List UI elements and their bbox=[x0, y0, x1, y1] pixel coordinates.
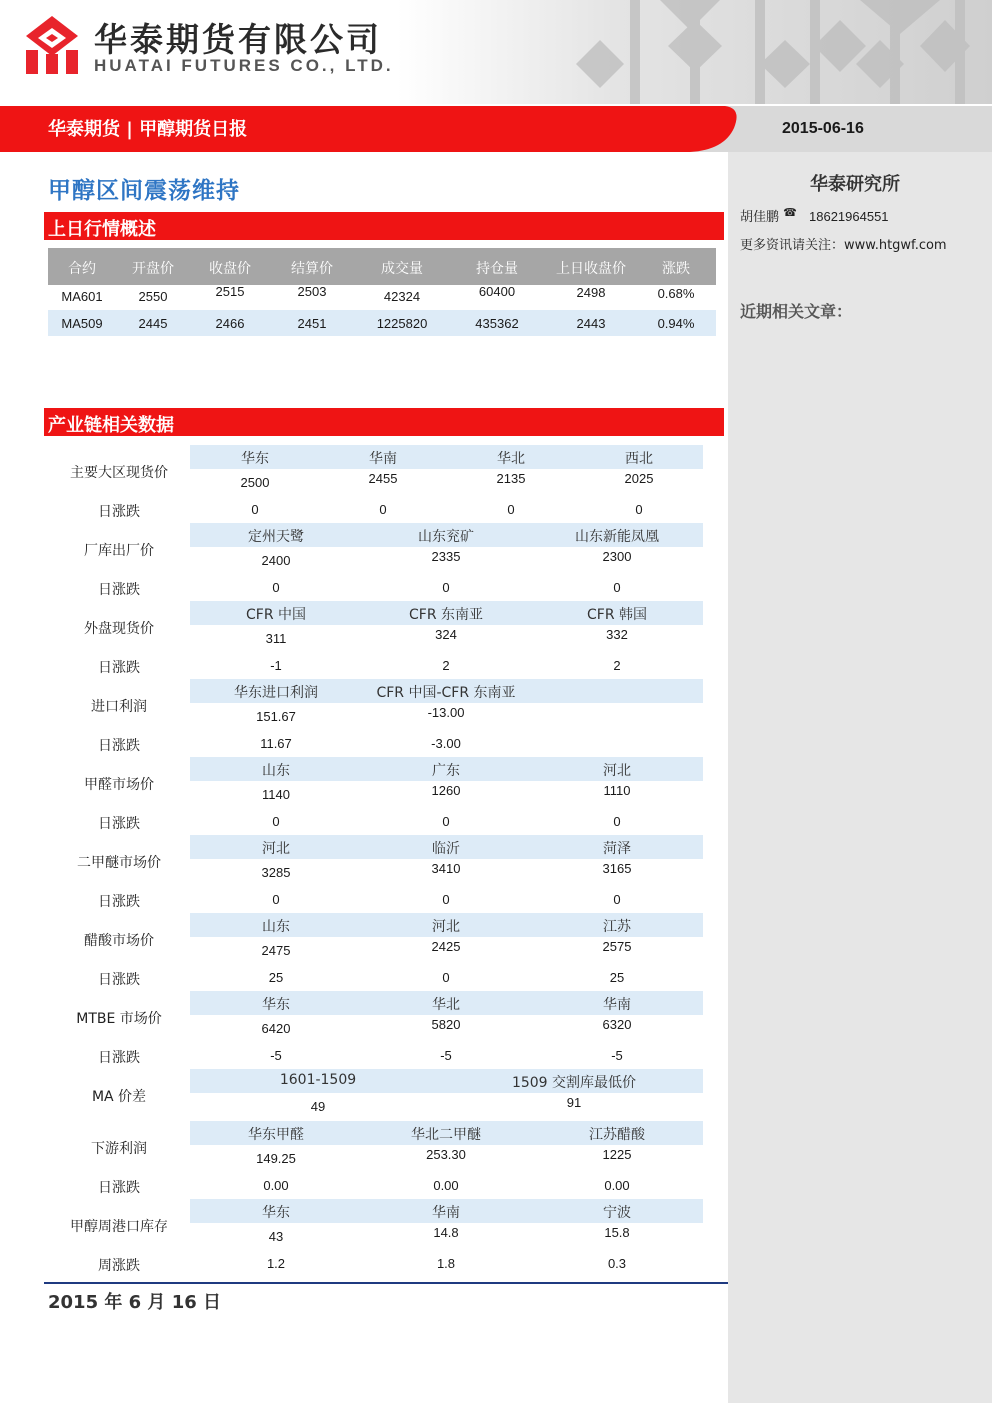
market-col-header: 结算价 bbox=[291, 261, 333, 277]
chain-value: 2300 bbox=[602, 549, 632, 564]
chain-row-label: MTBE 市场价 bbox=[76, 1011, 162, 1027]
chain-row-label: 厂库出厂价 bbox=[84, 543, 154, 559]
chain-row-label: 甲醇周港口库存 bbox=[70, 1219, 168, 1235]
chain-col-header: 河北 bbox=[262, 841, 290, 857]
market-cell: 0.94% bbox=[657, 316, 695, 331]
chain-change-label: 日涨跌 bbox=[98, 972, 140, 988]
chain-change-value: 0 bbox=[507, 502, 515, 517]
chain-value: 2575 bbox=[602, 939, 632, 954]
chain-col-header: 西北 bbox=[625, 451, 653, 467]
chain-value: 49 bbox=[310, 1099, 326, 1114]
chain-change-label: 日涨跌 bbox=[98, 1180, 140, 1196]
chain-col-header: 江苏醋酸 bbox=[589, 1127, 645, 1143]
footer-divider bbox=[44, 1282, 728, 1284]
company-name-cn: 华泰期货有限公司 bbox=[94, 20, 382, 59]
chain-change-value: 0.00 bbox=[263, 1178, 289, 1193]
chain-change-value: 2 bbox=[442, 658, 450, 673]
market-cell: 0.68% bbox=[657, 286, 695, 301]
page-header bbox=[0, 0, 992, 104]
institute-name: 华泰研究所 bbox=[810, 174, 900, 195]
chain-change-label: 日涨跌 bbox=[98, 816, 140, 832]
market-cell: 2466 bbox=[215, 316, 245, 331]
chain-change-value: 1.2 bbox=[266, 1256, 286, 1271]
chain-row-label: 下游利润 bbox=[91, 1141, 147, 1157]
chain-change-value: -1 bbox=[270, 658, 282, 673]
market-cell: 2451 bbox=[297, 316, 327, 331]
huatai-logo-icon bbox=[24, 14, 80, 76]
chain-col-header: 临沂 bbox=[432, 841, 460, 857]
chain-col-header: 江苏 bbox=[603, 919, 631, 935]
chain-change-value: 25 bbox=[609, 970, 625, 985]
chain-change-value: 0.3 bbox=[607, 1256, 627, 1271]
market-cell: MA601 bbox=[61, 289, 103, 304]
chain-value: 3410 bbox=[431, 861, 461, 876]
market-cell: 2445 bbox=[138, 316, 168, 331]
report-band-title: 华泰期货 | 甲醇期货日报 bbox=[48, 119, 248, 140]
analyst-phone: 18621964551 bbox=[809, 209, 889, 224]
chain-row-label: MA 价差 bbox=[91, 1089, 147, 1105]
chain-value: 3165 bbox=[602, 861, 632, 876]
company-name-en: HUATAI FUTURES CO., LTD. bbox=[94, 56, 394, 75]
chain-value: 6320 bbox=[602, 1017, 632, 1032]
chain-col-header: 山东 bbox=[262, 919, 290, 935]
chain-value: 2025 bbox=[624, 471, 654, 486]
market-cell: 2498 bbox=[576, 285, 606, 300]
chain-value: 43 bbox=[268, 1229, 284, 1244]
section-market-overview bbox=[44, 212, 724, 240]
chain-value: 324 bbox=[435, 627, 457, 642]
chain-change-value: 1.8 bbox=[436, 1256, 456, 1271]
chain-value: 91 bbox=[566, 1095, 582, 1110]
chain-col-header: CFR 中国-CFR 东南亚 bbox=[376, 685, 516, 701]
chain-value: 2425 bbox=[431, 939, 461, 954]
chain-value: 2335 bbox=[431, 549, 461, 564]
chain-col-header: 1601-1509 bbox=[279, 1072, 357, 1088]
chain-col-header: 1509 交割库最低价 bbox=[511, 1075, 637, 1091]
chain-value: 311 bbox=[265, 631, 287, 646]
report-date: 2015-06-16 bbox=[782, 120, 864, 137]
section-title: 产业链相关数据 bbox=[48, 415, 174, 436]
chain-value: 253.30 bbox=[426, 1147, 466, 1162]
more-info-link[interactable]: 更多资讯请关注：www.htgwf.com bbox=[740, 238, 947, 253]
chain-col-header: 华东甲醛 bbox=[248, 1127, 304, 1143]
market-cell: 2550 bbox=[138, 289, 168, 304]
chain-col-header: 华东 bbox=[262, 1205, 290, 1221]
phone-icon: ☎ bbox=[783, 206, 797, 219]
chain-change-value: 0 bbox=[272, 580, 280, 595]
chain-col-header: 华南 bbox=[603, 997, 631, 1013]
chain-change-value: 0.00 bbox=[433, 1178, 459, 1193]
chain-row-label: 外盘现货价 bbox=[84, 621, 154, 637]
sidebar bbox=[728, 152, 992, 1403]
chain-col-header: 河北 bbox=[603, 763, 631, 779]
chain-value: 2400 bbox=[261, 553, 291, 568]
chain-row-label: 甲醛市场价 bbox=[84, 777, 154, 793]
chain-change-value: 0 bbox=[272, 814, 280, 829]
chain-change-label: 周涨跌 bbox=[98, 1258, 140, 1274]
section-industry-chain bbox=[44, 408, 724, 436]
chain-change-value: -5 bbox=[270, 1048, 282, 1063]
chain-col-header: CFR 韩国 bbox=[586, 607, 647, 623]
chain-col-header: 广东 bbox=[432, 763, 460, 779]
chain-row-label: 二甲醚市场价 bbox=[77, 855, 161, 871]
chain-col-header: 华南 bbox=[432, 1205, 460, 1221]
chain-change-value: 0 bbox=[379, 502, 387, 517]
chain-change-label: 日涨跌 bbox=[98, 1050, 140, 1066]
chain-value: 5820 bbox=[431, 1017, 461, 1032]
chain-col-header: 宁波 bbox=[603, 1205, 631, 1221]
chain-col-header: 河北 bbox=[432, 919, 460, 935]
section-title: 上日行情概述 bbox=[48, 219, 156, 240]
chain-col-header: 山东 bbox=[262, 763, 290, 779]
chain-change-value: 0 bbox=[442, 580, 450, 595]
chain-value: 2500 bbox=[240, 475, 270, 490]
chain-value: 1110 bbox=[603, 783, 631, 798]
chain-value: 14.8 bbox=[433, 1225, 459, 1240]
chain-col-header: CFR 东南亚 bbox=[408, 607, 483, 623]
chain-col-header: 华东 bbox=[241, 451, 269, 467]
chain-value: 1225 bbox=[602, 1147, 632, 1162]
chain-value: 6420 bbox=[261, 1021, 291, 1036]
chain-value: 149.25 bbox=[256, 1151, 296, 1166]
chain-col-header: 菏泽 bbox=[603, 841, 631, 857]
chain-col-header: 华东进口利润 bbox=[234, 685, 318, 701]
chain-change-label: 日涨跌 bbox=[98, 582, 140, 598]
chain-change-value: -5 bbox=[440, 1048, 452, 1063]
chain-change-value: 0 bbox=[613, 892, 621, 907]
market-col-header: 持仓量 bbox=[476, 261, 518, 277]
chain-value: 2455 bbox=[368, 471, 398, 486]
page-title: 甲醇区间震荡维持 bbox=[48, 178, 240, 204]
chain-value: 3285 bbox=[261, 865, 291, 880]
chain-value: 1260 bbox=[431, 783, 461, 798]
chain-col-header: 山东新能凤凰 bbox=[575, 529, 659, 545]
footer-date: 2015 年 6 月 16 日 bbox=[48, 1292, 222, 1313]
chain-col-header: CFR 中国 bbox=[245, 607, 306, 623]
chain-col-header: 华东 bbox=[262, 997, 290, 1013]
chain-change-value: 0 bbox=[613, 814, 621, 829]
chain-change-value: 0 bbox=[251, 502, 259, 517]
market-col-header: 收盘价 bbox=[209, 261, 251, 277]
chain-value: -13.00 bbox=[427, 705, 465, 720]
chain-change-value: 0 bbox=[442, 970, 450, 985]
chain-col-header: 华北二甲醚 bbox=[411, 1127, 481, 1143]
chain-col-header: 定州天鹭 bbox=[248, 529, 304, 545]
chain-change-label: 日涨跌 bbox=[98, 894, 140, 910]
chain-col-header: 山东兖矿 bbox=[418, 529, 474, 545]
market-cell: MA509 bbox=[61, 316, 103, 331]
chain-row-label: 进口利润 bbox=[91, 699, 147, 715]
chain-change-value: 2 bbox=[613, 658, 621, 673]
market-col-header: 开盘价 bbox=[132, 261, 174, 277]
market-cell: 42324 bbox=[383, 289, 421, 304]
chain-col-header: 华北 bbox=[497, 451, 525, 467]
chain-value: 15.8 bbox=[604, 1225, 630, 1240]
market-col-header: 合约 bbox=[68, 261, 96, 277]
market-cell: 1225820 bbox=[376, 316, 428, 331]
chain-change-value: 0 bbox=[442, 892, 450, 907]
chain-change-value: 11.67 bbox=[260, 736, 292, 751]
recent-articles-label: 近期相关文章： bbox=[740, 302, 853, 321]
chain-change-value: 0 bbox=[442, 814, 450, 829]
chain-change-label: 日涨跌 bbox=[98, 738, 140, 754]
chain-value: 332 bbox=[606, 627, 628, 642]
market-col-header: 涨跌 bbox=[662, 261, 690, 277]
market-cell: 60400 bbox=[478, 284, 516, 299]
chain-col-header: 华南 bbox=[369, 451, 397, 467]
chain-change-label: 日涨跌 bbox=[98, 660, 140, 676]
chain-change-value: 25 bbox=[268, 970, 284, 985]
chain-col-header: 华北 bbox=[432, 997, 460, 1013]
chain-change-value: 0.00 bbox=[604, 1178, 630, 1193]
chain-value: 2475 bbox=[261, 943, 291, 958]
chain-change-label: 日涨跌 bbox=[98, 504, 140, 520]
market-col-header: 成交量 bbox=[381, 261, 423, 277]
chain-change-value: -3.00 bbox=[431, 736, 461, 751]
chain-row-label: 主要大区现货价 bbox=[70, 465, 168, 481]
chain-change-value: 0 bbox=[613, 580, 621, 595]
analyst-name: 胡佳鹏 bbox=[740, 210, 780, 225]
building-decoration bbox=[560, 0, 992, 104]
market-cell: 2443 bbox=[576, 316, 606, 331]
chain-row-label: 醋酸市场价 bbox=[84, 933, 154, 949]
chain-value: 151.67 bbox=[256, 709, 296, 724]
analyst-contact bbox=[740, 206, 889, 225]
market-cell: 2515 bbox=[215, 284, 245, 299]
chain-change-value: 0 bbox=[635, 502, 643, 517]
chain-change-value: -5 bbox=[611, 1048, 623, 1063]
chain-change-value: 0 bbox=[272, 892, 280, 907]
market-cell: 435362 bbox=[475, 316, 519, 331]
market-col-header: 上日收盘价 bbox=[556, 261, 626, 277]
market-cell: 2503 bbox=[297, 284, 327, 299]
chain-value: 1140 bbox=[262, 787, 290, 802]
chain-value: 2135 bbox=[496, 471, 526, 486]
